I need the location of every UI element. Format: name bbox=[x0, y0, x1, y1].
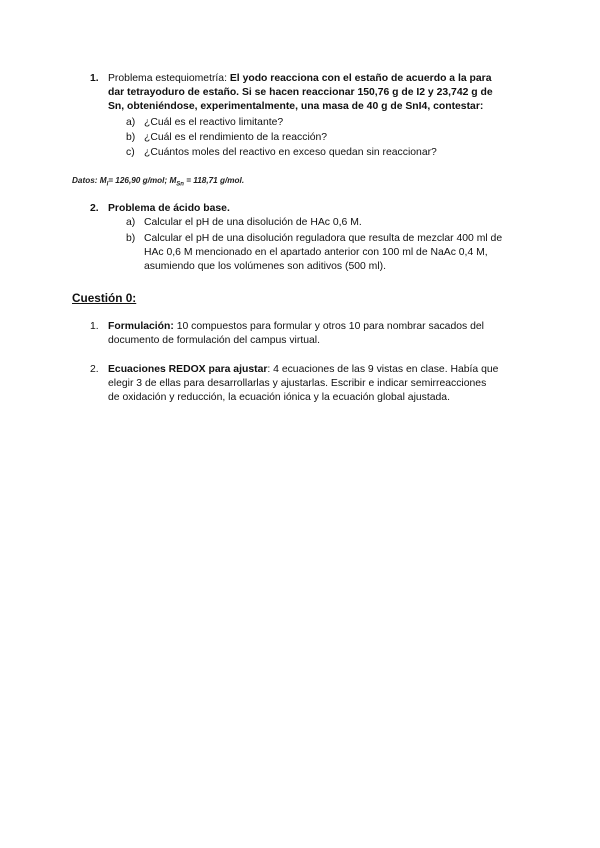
problem-1-item-c-letter: c) bbox=[126, 147, 135, 158]
problem-1-line1: El yodo reacciona con el estaño de acuerdo a la para bbox=[229, 73, 492, 84]
problem-2-title: Problema de ácido base. bbox=[108, 203, 230, 214]
problem-2-number: 2. bbox=[90, 203, 99, 214]
problem-2-item-a-text: Calcular el pH de una disolución de HAc 0,6 M. bbox=[144, 217, 362, 228]
problem-1-item-a-letter: a) bbox=[126, 117, 136, 128]
problem-2-item-a-letter: a) bbox=[126, 217, 136, 228]
data-note: Datos: $M_I= 126,90$ g/mol; $M_{Sn} = 118,71$ g/mol. bbox=[72, 176, 245, 188]
problem-1-line3: Sn, obteniéndose, experimentalmente, una masa de 40 g de SnI4, contestar: bbox=[108, 101, 484, 112]
problem-1-lead: Problema estequiometría: bbox=[108, 73, 230, 84]
problem-1-number: 1. bbox=[90, 73, 99, 84]
problem-1-item-b-text: ¿Cuál es el rendimiento de la reacción? bbox=[144, 132, 328, 143]
problem-2-item-b-letter: b) bbox=[126, 233, 136, 244]
problem-1-item-b-letter: b) bbox=[126, 132, 136, 143]
cuestion-item-1-number: 1. bbox=[90, 321, 99, 332]
problem-1-item-c-text: ¿Cuántos moles del reactivo en exceso quedan sin reaccionar? bbox=[144, 147, 437, 158]
problem-1-statement bbox=[108, 72, 528, 114]
cuestion-heading: Cuestión 0: bbox=[72, 291, 137, 305]
cuestion-item-1: Formulación: 10 compuestos para formular y otros 10 para nombrar sacados del documento de formulación del campus virtual. bbox=[108, 321, 484, 346]
problem-2-item-b-text: Calcular el pH de una disolución reguladora que resulta de mezclar 400 ml de HAc 0,6 M mencionado en el apartado anterior con 100 ml de NaAc 0,4 M, asumiendo que los volúmenes son aditivos (500 ml). bbox=[144, 233, 503, 272]
problem-1-line2: dar tetrayoduro de estaño. Si se hacen reaccionar 150,76 g de I2 y 23,742 g de bbox=[108, 87, 493, 98]
cuestion-item-2-number: 2. bbox=[90, 364, 99, 375]
cuestion-item-2: Ecuaciones REDOX para ajustar: 4 ecuaciones de las 9 vistas en clase. Había que elegir 3 de ellas para desarrollarlas y ajustarlas. Escribir e indicar semirreacciones de oxidación y reducción, la ecuación iónica y la ecuación global ajustada. bbox=[108, 364, 499, 403]
problem-1-item-a-text: ¿Cuál es el reactivo limitante? bbox=[144, 117, 284, 128]
